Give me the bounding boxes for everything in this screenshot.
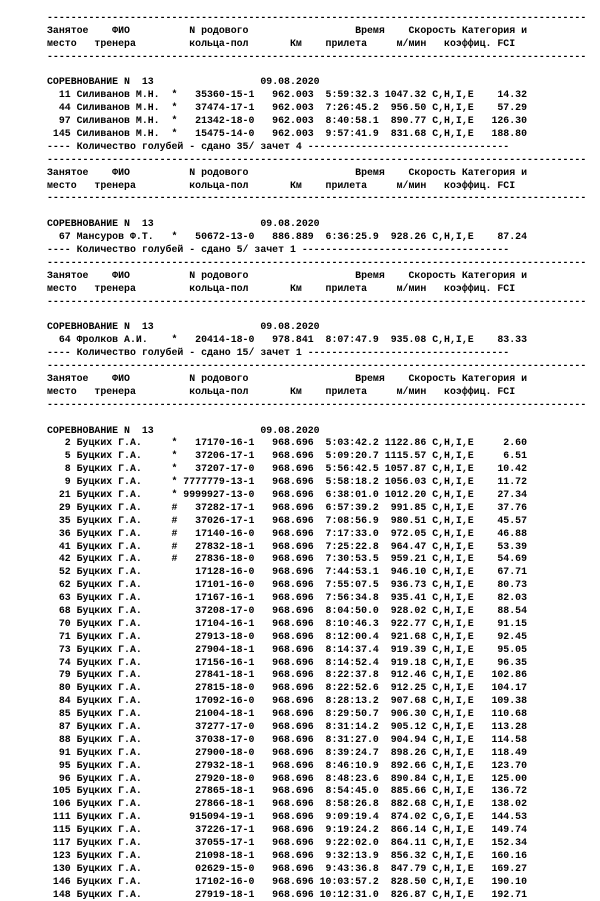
result-row: 11 Силиванов М.Н. * 35360-15-1 962.003 5:59:32.3 1047.32 C,H,I,E 14.32 bbox=[47, 89, 528, 101]
competition-date: 09.08.2020 bbox=[260, 424, 320, 436]
table-header-line: Занятое ФИО N родового Время Скорость Категория и bbox=[47, 372, 528, 384]
result-row: 115 Буцких Г.А. 37226-17-1 968.696 9:19:24.2 866.14 C,H,I,E 149.74 bbox=[47, 824, 528, 836]
result-row: 106 Буцких Г.А. 27866-18-1 968.696 8:58:26.8 882.68 C,H,I,E 138.02 bbox=[47, 798, 528, 810]
result-row: 8 Буцких Г.А. * 37207-17-0 968.696 5:56:42.5 1057.87 C,H,I,E 10.42 bbox=[47, 463, 528, 475]
competition-line bbox=[47, 425, 593, 438]
result-row: 146 Буцких Г.А. 17102-16-0 968.696 10:03:57.2 828.50 C,H,I,E 190.10 bbox=[47, 875, 528, 887]
separator-rule: ------------------------------------------------------------------------------------------- bbox=[47, 360, 587, 372]
result-row: 67 Мансуров Ф.Т. * 50672-13-0 886.889 6:36:25.9 928.26 C,H,I,E 87.24 bbox=[47, 231, 528, 243]
result-row: 29 Буцких Г.А. # 37282-17-1 968.696 6:57:39.2 991.85 C,H,I,E 37.76 bbox=[47, 501, 528, 513]
result-row: 74 Буцких Г.А. 17156-16-1 968.696 8:14:52.4 919.18 C,H,I,E 96.35 bbox=[47, 656, 528, 668]
result-row: 68 Буцких Г.А. 37208-17-0 968.696 8:04:50.0 928.02 C,H,I,E 88.54 bbox=[47, 604, 528, 616]
result-row: 145 Силиванов М.Н. * 15475-14-0 962.003 9:57:41.9 831.68 C,H,I,E 188.80 bbox=[47, 128, 528, 140]
table-header-line: Занятое ФИО N родового Время Скорость Категория и bbox=[47, 166, 528, 178]
result-row: 52 Буцких Г.А. 17128-16-0 968.696 7:44:53.1 946.10 C,H,I,E 67.71 bbox=[47, 566, 528, 578]
summary-line: ---- Количество голубей - сдано 15/ зачет 1 ---------------------------------- bbox=[47, 347, 510, 359]
separator-rule: ------------------------------------------------------------------------------------------- bbox=[47, 153, 587, 165]
competition-line bbox=[47, 321, 593, 334]
competition-title: СОРЕВНОВАНИЕ N 13 bbox=[47, 424, 154, 436]
result-row: 123 Буцких Г.А. 21098-18-1 968.696 9:32:13.9 856.32 C,H,I,E 160.16 bbox=[47, 849, 528, 861]
summary-line: ---- Количество голубей - сдано 5/ зачет 1 ----------------------------------- bbox=[47, 244, 510, 256]
result-row: 63 Буцких Г.А. 17167-16-1 968.696 7:56:34.8 935.41 C,H,I,E 82.03 bbox=[47, 592, 528, 604]
separator-rule: ------------------------------------------------------------------------------------------- bbox=[47, 192, 587, 204]
result-row: 95 Буцких Г.А. 27932-18-1 968.696 8:46:10.9 892.66 C,H,I,E 123.70 bbox=[47, 759, 528, 771]
result-row: 5 Буцких Г.А. * 37206-17-1 968.696 5:09:20.7 1115.57 C,H,I,E 6.51 bbox=[47, 450, 528, 462]
table-header-line: место тренера кольца-пол Км прилета м/мин коэффиц. FCI bbox=[47, 282, 516, 294]
blank-line bbox=[47, 205, 593, 218]
result-row: 80 Буцких Г.А. 27815-18-0 968.696 8:22:52.6 912.25 C,H,I,E 104.17 bbox=[47, 682, 528, 694]
result-row: 73 Буцких Г.А. 27904-18-1 968.696 8:14:37.4 919.39 C,H,I,E 95.05 bbox=[47, 643, 528, 655]
competition-title: СОРЕВНОВАНИЕ N 13 bbox=[47, 321, 154, 333]
result-row: 9 Буцких Г.А. * 7777779-13-1 968.696 5:58:18.2 1056.03 C,H,I,E 11.72 bbox=[47, 476, 528, 488]
blank-line bbox=[47, 308, 593, 321]
result-row: 21 Буцких Г.А. * 9999927-13-0 968.696 6:38:01.0 1012.20 C,H,I,E 27.34 bbox=[47, 488, 528, 500]
competition-title: СОРЕВНОВАНИЕ N 13 bbox=[47, 218, 154, 230]
table-header-line: место тренера кольца-пол Км прилета м/мин коэффиц. FCI bbox=[47, 37, 516, 49]
result-row: 42 Буцких Г.А. # 27836-18-0 968.696 7:30:53.5 959.21 C,H,I,E 54.69 bbox=[47, 553, 528, 565]
blank-line bbox=[47, 64, 593, 77]
result-row: 71 Буцких Г.А. 27913-18-0 968.696 8:12:00.4 921.68 C,H,I,E 92.45 bbox=[47, 630, 528, 642]
summary-line: ---- Количество голубей - сдано 35/ зачет 4 ---------------------------------- bbox=[47, 140, 510, 152]
result-row: 62 Буцких Г.А. 17101-16-0 968.696 7:55:07.5 936.73 C,H,I,E 80.73 bbox=[47, 579, 528, 591]
result-row: 96 Буцких Г.А. 27920-18-0 968.696 8:48:23.6 890.84 C,H,I,E 125.00 bbox=[47, 772, 528, 784]
result-row: 84 Буцких Г.А. 17092-16-0 968.696 8:28:13.2 907.68 C,H,I,E 109.38 bbox=[47, 695, 528, 707]
table-header-line: Занятое ФИО N родового Время Скорость Категория и bbox=[47, 24, 528, 36]
separator-rule: ------------------------------------------------------------------------------------------- bbox=[47, 398, 587, 410]
result-row: 35 Буцких Г.А. # 37026-17-1 968.696 7:08:56.9 980.51 C,H,I,E 45.57 bbox=[47, 514, 528, 526]
competition-date: 09.08.2020 bbox=[260, 321, 320, 333]
result-row: 117 Буцких Г.А. 37055-17-1 968.696 9:22:02.0 864.11 C,H,I,E 152.34 bbox=[47, 837, 528, 848]
result-row: 87 Буцких Г.А. 37277-17-0 968.696 8:31:14.2 905.12 C,H,I,E 113.28 bbox=[47, 720, 528, 732]
result-row: 44 Силиванов М.Н. * 37474-17-1 962.003 7:26:45.2 956.50 C,H,I,E 57.29 bbox=[47, 102, 528, 114]
result-row: 64 Фролков А.И. * 20414-18-0 978.841 8:07:47.9 935.08 C,H,I,E 83.33 bbox=[47, 334, 528, 346]
result-row: 41 Буцких Г.А. # 27832-18-1 968.696 7:25:22.8 964.47 C,H,I,E 53.39 bbox=[47, 540, 528, 552]
table-header-line: место тренера кольца-пол Км прилета м/мин коэффиц. FCI bbox=[47, 385, 516, 397]
competition-date: 09.08.2020 bbox=[260, 218, 320, 230]
result-row: 79 Буцких Г.А. 27841-18-1 968.696 8:22:37.8 912.46 C,H,I,E 102.86 bbox=[47, 669, 528, 681]
table-header-line: Занятое ФИО N родового Время Скорость Категория и bbox=[47, 269, 528, 281]
competition-line bbox=[47, 218, 593, 231]
result-row: 105 Буцких Г.А. 27865-18-1 968.696 8:54:45.0 885.66 C,H,I,E 136.72 bbox=[47, 785, 528, 797]
result-row: 70 Буцких Г.А. 17104-16-1 968.696 8:10:46.3 922.77 C,H,I,E 91.15 bbox=[47, 617, 528, 629]
result-row: 91 Буцких Г.А. 27900-18-0 968.696 8:39:24.7 898.26 C,H,I,E 118.49 bbox=[47, 746, 528, 758]
pigeon-race-report bbox=[47, 12, 593, 901]
competition-date: 09.08.2020 bbox=[260, 76, 320, 88]
result-row: 148 Буцких Г.А. 27919-18-1 968.696 10:12:31.0 826.87 C,H,I,E 192.71 bbox=[47, 888, 528, 900]
result-row: 111 Буцких Г.А. 915094-19-1 968.696 9:09:19.4 874.02 C,G,I,E 144.53 bbox=[47, 811, 528, 823]
competition-title: СОРЕВНОВАНИЕ N 13 bbox=[47, 76, 154, 88]
blank-line bbox=[47, 412, 593, 425]
separator-rule: ------------------------------------------------------------------------------------------- bbox=[47, 12, 587, 23]
separator-rule: ------------------------------------------------------------------------------------------- bbox=[47, 50, 587, 62]
result-row: 88 Буцких Г.А. 37038-17-0 968.696 8:31:27.0 904.94 C,H,I,E 114.58 bbox=[47, 733, 528, 745]
competition-line bbox=[47, 76, 593, 89]
result-row: 97 Силиванов М.Н. * 21342-18-0 962.003 8:40:58.1 890.77 C,H,I,E 126.30 bbox=[47, 115, 528, 127]
table-header-line: место тренера кольца-пол Км прилета м/мин коэффиц. FCI bbox=[47, 179, 516, 191]
separator-rule: ------------------------------------------------------------------------------------------- bbox=[47, 256, 587, 268]
result-row: 2 Буцких Г.А. * 17170-16-1 968.696 5:03:42.2 1122.86 C,H,I,E 2.60 bbox=[47, 437, 528, 449]
result-row: 36 Буцких Г.А. # 17140-16-0 968.696 7:17:33.0 972.05 C,H,I,E 46.88 bbox=[47, 527, 528, 539]
separator-rule: ------------------------------------------------------------------------------------------- bbox=[47, 295, 587, 307]
result-row: 85 Буцких Г.А. 21004-18-1 968.696 8:29:50.7 906.30 C,H,I,E 110.68 bbox=[47, 708, 528, 720]
result-row: 130 Буцких Г.А. 02629-15-0 968.696 9:43:36.8 847.79 C,H,I,E 169.27 bbox=[47, 862, 528, 874]
